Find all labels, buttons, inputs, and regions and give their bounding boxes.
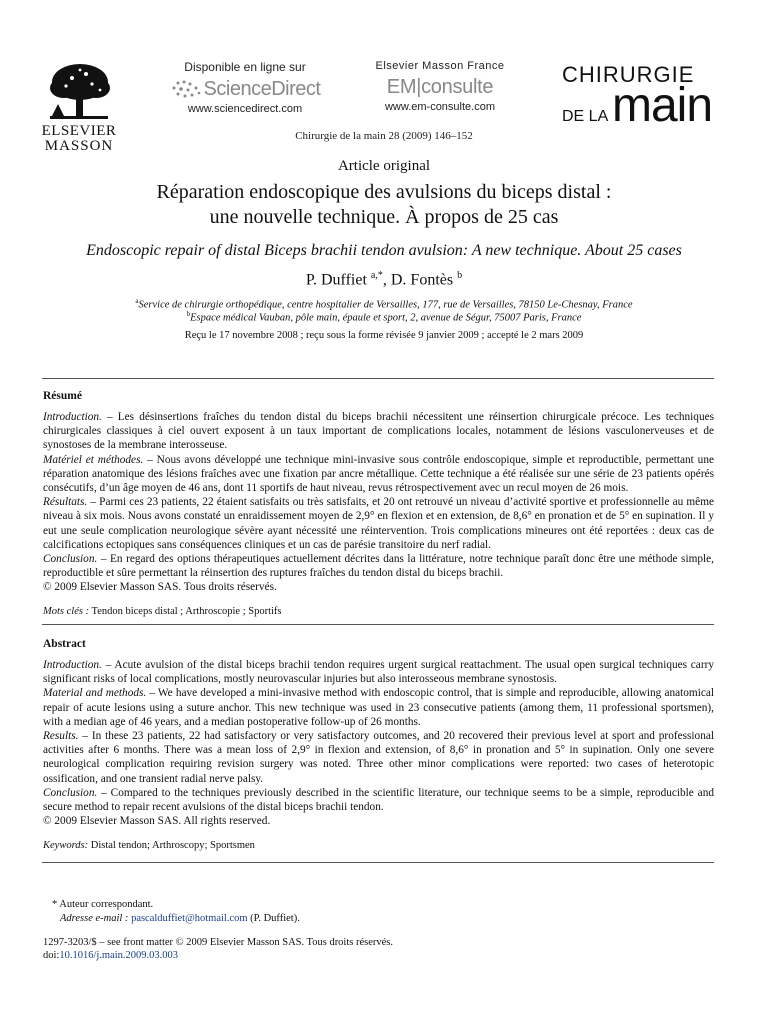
- resume-introduction: [43, 410, 714, 453]
- elsevier-tree-icon: [44, 60, 114, 122]
- affiliation-b: [0, 310, 768, 324]
- author-name: P. Duffiet: [305, 271, 367, 289]
- sciencedirect-caption: Disponible en ligne sur: [184, 60, 306, 74]
- section-label: Conclusion. –: [43, 553, 107, 566]
- abstract-introduction: [43, 658, 714, 686]
- keywords-text: Tendon biceps distal ; Arthroscopie ; Sportifs: [89, 606, 282, 617]
- title-french-line2: une nouvelle technique. À propos de 25 cas: [209, 206, 559, 228]
- journal-logo-line2: DE LA: [562, 108, 609, 125]
- doi-line: [43, 949, 393, 962]
- keywords-text: Distal tendon; Arthroscopy; Sportsmen: [88, 840, 255, 851]
- section-label: Conclusion. –: [43, 786, 107, 799]
- front-matter: [43, 936, 393, 962]
- section-label: Material and methods. –: [43, 687, 155, 700]
- divider: [42, 378, 714, 379]
- chirurgie-main-logo: [560, 60, 720, 140]
- journal-reference: Chirurgie de la main 28 (2009) 146–152: [295, 130, 473, 142]
- section-text: Les désinsertions fraîches du tendon distal du biceps brachii nécessitent une réinsertion chirurgicale précoce. Les techniques chirurgicales classiques à ciel ouvert exposent à un taux important de complications locales, notamment de lésions vasculonerveuses et de synostoses de la membrane interosseuse.: [43, 411, 715, 452]
- em-consulte-block: [370, 60, 510, 113]
- section-text: Acute avulsion of the distal biceps brachii tendon requires urgent surgical reattachment. The usual open surgical techniques carry significant risks of local complications, mostly neurovascular injuries but also interosseous membrane synostosis.: [43, 659, 714, 686]
- affiliation-mark: a: [135, 297, 139, 305]
- resume-body: [43, 410, 714, 595]
- sciencedirect-block: [160, 60, 330, 115]
- masson-word: MASSON: [44, 138, 114, 154]
- footnote-star: *: [52, 899, 58, 910]
- section-text: En regard des options thérapeutiques actuellement décrites dans la littérature, notre technique paraît donc être une méthode simple, reproductible et sûre permettant la réinsertion des ruptures fraîches du tendon distal du biceps brachii.: [43, 553, 715, 580]
- elsevier-masson-logo: [40, 58, 118, 158]
- received-dates: Reçu le 17 novembre 2008 ; reçu sous la forme révisée 9 janvier 2009 ; accepté le 2 mars 2009: [184, 330, 584, 341]
- abstract-body: [43, 658, 714, 828]
- authors: [0, 270, 768, 289]
- resume-conclusion: [43, 552, 714, 580]
- abstract-keywords: [43, 840, 255, 851]
- title-french: [0, 180, 768, 230]
- section-text: In these 23 patients, 22 had satisfactory or very satisfactory outcomes, and 20 recovered their previous level at sport and professional activities after 6 months. There was a mean loss of 2,9° in flexion and extension, of 8,6° in pronation and 5° in supination. Only one severe neurological complication requiring revision surgery was noted. Three other minor complications were reported: two cases of heterotopic ossification, and one transient radial nerve palsy.: [43, 730, 715, 785]
- article-type: Article original: [337, 158, 431, 174]
- title-english: Endoscopic repair of distal Biceps brachii tendon avulsion: A new technique. About 25 cases: [86, 242, 682, 259]
- abstract-copyright: © 2009 Elsevier Masson SAS. All rights reserved.: [43, 815, 271, 828]
- email-link[interactable]: pascalduffiet@hotmail.com: [131, 913, 248, 924]
- author-affiliation-mark[interactable]: b: [457, 270, 463, 281]
- title-french-line1: Réparation endoscopique des avulsions du biceps distal :: [156, 181, 612, 203]
- sciencedirect-dots-icon: [170, 79, 204, 99]
- section-text: Parmi ces 23 patients, 22 étaient satisfaits ou très satisfaits, et 20 ont retrouvé un niveau d’activité sportive et professionnelle au même niveau à six mois. Nous avons constaté un enraidissement moyen de 2,9° en flexion et en extension, de 8,6° en pronation et de 5° en supination. Il y eut une seule complication neurologique sévère ayant nécessité une réintervention. Trois complications mineures ont été reportées : deux cas de calcifications ectopiques sans conséquences cliniques et un cas de parésie transitoire du nerf radial.: [43, 496, 714, 551]
- em-caption: Elsevier Masson France: [375, 60, 505, 72]
- email-owner: (P. Duffiet).: [247, 913, 300, 924]
- abstract-heading: Abstract: [43, 638, 86, 650]
- affiliation-text: Espace médical Vauban, pôle main, épaule et sport, 2, avenue de Ségur, 75007 Paris, France: [190, 312, 582, 324]
- divider: [42, 862, 714, 863]
- email-label: Adresse e-mail :: [60, 913, 129, 924]
- sciencedirect-name: ScienceDirect: [203, 77, 321, 100]
- abstract-conclusion: [43, 786, 714, 814]
- section-label: Introduction. –: [43, 659, 112, 671]
- journal-logo-line1: CHIRURGIE: [562, 62, 695, 87]
- keywords-label: Mots clés :: [43, 606, 90, 617]
- section-label: Matériel et méthodes. –: [43, 453, 153, 466]
- section-label: Résultats. –: [43, 496, 97, 509]
- abstract-results: [43, 729, 714, 786]
- affiliation-a: [0, 297, 768, 311]
- section-label: Results. –: [43, 730, 88, 743]
- front-matter-line: 1297-3203/$ – see front matter © 2009 Elsevier Masson SAS. Tous droits réservés.: [43, 937, 394, 948]
- elsevier-word: ELSEVIER: [41, 123, 117, 139]
- em-consulte-logo[interactable]: EM|consulte: [386, 76, 494, 98]
- em-consulte-url[interactable]: www.em-consulte.com: [384, 101, 496, 113]
- author-name: D. Fontès: [390, 271, 454, 289]
- section-label: Introduction. –: [43, 411, 113, 423]
- resume-methods: [43, 453, 714, 496]
- doi-label: doi:: [43, 950, 60, 961]
- resume-results: [43, 495, 714, 552]
- affiliation-text: Service de chirurgie orthopédique, centre hospitalier de Versailles, 177, rue de Versailles, 78150 Le-Chesnay, France: [138, 299, 633, 311]
- resume-heading: Résumé: [43, 390, 82, 402]
- sciencedirect-logo[interactable]: [160, 78, 330, 100]
- affiliation-mark: b: [186, 310, 191, 318]
- doi-link[interactable]: 10.1016/j.main.2009.03.003: [59, 950, 179, 961]
- sciencedirect-url[interactable]: www.sciencedirect.com: [187, 103, 303, 115]
- resume-copyright: © 2009 Elsevier Masson SAS. Tous droits réservés.: [43, 581, 277, 594]
- journal-logo-line3: main: [612, 79, 713, 132]
- footnote-corresponding: [52, 898, 153, 912]
- author-separator: ,: [382, 271, 391, 289]
- section-text: Nous avons développé une technique mini-invasive sous contrôle endoscopique, simple et reproductible, permettant une réparation anatomique des lésions fraîches avec une fixation par ancre métallique. Cette technique a été réalisée sur une série de 23 patients opérés consécutifs, d’un âge moyen de 46 ans, dont 11 sportifs de haut niveau, revus rétrospectivement avec un recul moyen de 26 mois.: [43, 453, 714, 495]
- section-text: We have developed a mini-invasive method with endoscopic control, that is simple and reproducible, allowing anatomical repair of acute lesions using a suture anchor. This new technique was used in 23 consecutive patients (among them, 11 professional sportsmen), with a median age of 46 years, and a median postoperative follow-up of 26 months.: [43, 687, 715, 728]
- section-text: Compared to the techniques previously described in the scientific literature, our technique seems to be a simple, reproducible and secure method to repair recent avulsions of the distal biceps brachii tendon.: [43, 786, 714, 814]
- footnote-email: [60, 912, 300, 926]
- resume-keywords: [43, 606, 282, 617]
- divider: [42, 624, 714, 625]
- footnote-text: Auteur correspondant.: [59, 899, 154, 910]
- abstract-methods: [43, 686, 714, 729]
- author-affiliation-mark[interactable]: a,*: [370, 270, 383, 281]
- keywords-label: Keywords:: [43, 840, 89, 851]
